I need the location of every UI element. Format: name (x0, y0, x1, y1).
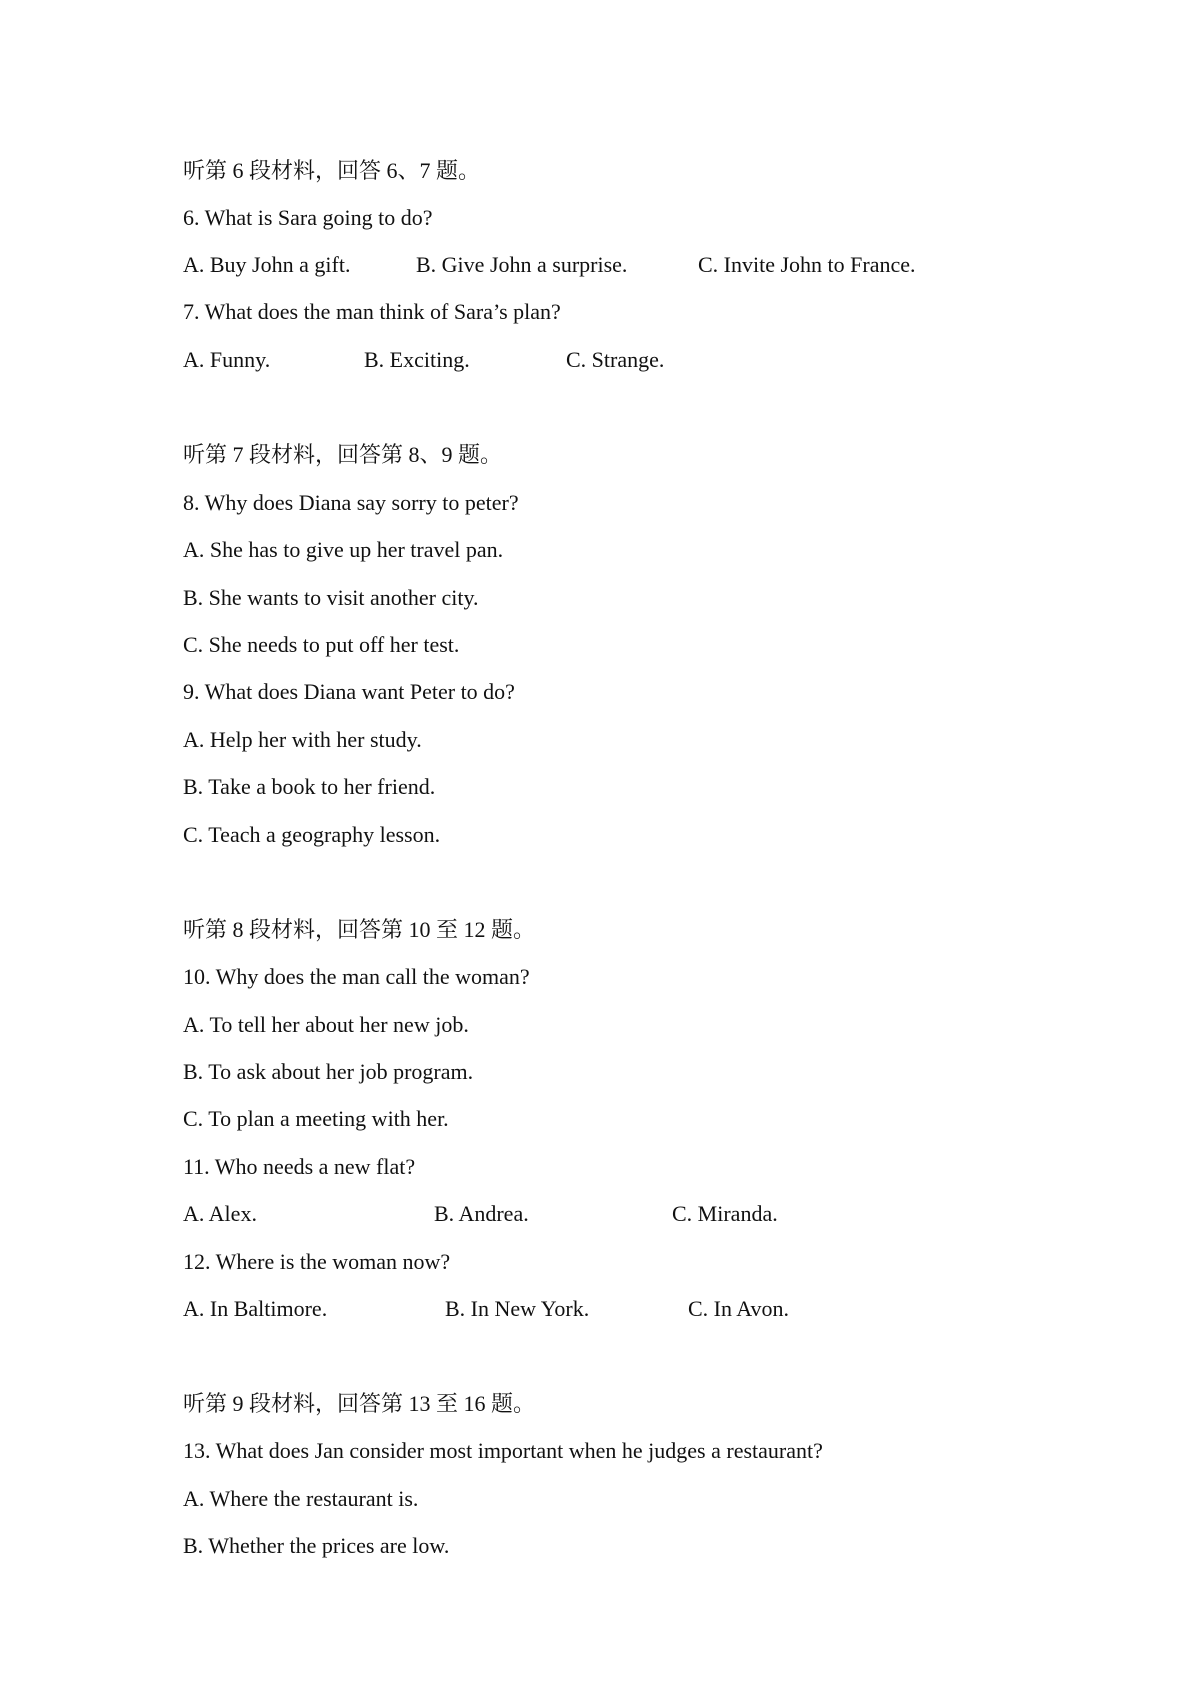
option-b: B. Exciting. (364, 347, 470, 372)
option-c: C. Teach a geography lesson. (183, 822, 441, 847)
option-a: A. Where the restaurant is. (183, 1486, 419, 1511)
option-a: A. Alex. (183, 1201, 257, 1226)
option-b: B. Give John a surprise. (416, 252, 628, 277)
option-c: C. Invite John to France. (698, 252, 916, 277)
question-text: 9. What does Diana want Peter to do? (183, 679, 515, 704)
option-a: A. She has to give up her travel pan. (183, 537, 504, 562)
option-b: B. Whether the prices are low. (183, 1533, 450, 1558)
option-row (183, 251, 983, 279)
option-b: B. To ask about her job program. (183, 1059, 474, 1084)
option-c: C. Strange. (566, 347, 665, 372)
question-text: 13. What does Jan consider most important when he judges a restaurant? (183, 1438, 823, 1463)
option-a: A. Buy John a gift. (183, 252, 351, 277)
option-b: B. Andrea. (434, 1201, 529, 1226)
question-text: 7. What does the man think of Sara’s plan? (183, 299, 561, 324)
question-text: 11. Who needs a new flat? (183, 1154, 416, 1179)
option-b: B. She wants to visit another city. (183, 585, 479, 610)
section-heading: 听第 9 段材料，回答第 13 至 16 题。 (183, 1391, 536, 1416)
option-a: A. In Baltimore. (183, 1296, 328, 1321)
question-text: 8. Why does Diana say sorry to peter? (183, 490, 519, 515)
section-heading: 听第 6 段材料，回答 6、7 题。 (183, 158, 481, 183)
section-heading: 听第 8 段材料，回答第 10 至 12 题。 (183, 917, 536, 942)
option-c: C. Miranda. (672, 1201, 778, 1226)
option-a: A. Funny. (183, 347, 271, 372)
question-text: 12. Where is the woman now? (183, 1249, 451, 1274)
option-b: B. Take a book to her friend. (183, 774, 436, 799)
question-text: 6. What is Sara going to do? (183, 205, 433, 230)
option-c: C. To plan a meeting with her. (183, 1106, 449, 1131)
question-text: 10. Why does the man call the woman? (183, 964, 530, 989)
option-c: C. She needs to put off her test. (183, 632, 460, 657)
section-heading: 听第 7 段材料，回答第 8、9 题。 (183, 442, 503, 467)
option-a: A. To tell her about her new job. (183, 1012, 469, 1037)
option-a: A. Help her with her study. (183, 727, 422, 752)
option-b: B. In New York. (445, 1296, 590, 1321)
option-row (183, 1295, 983, 1323)
option-row (183, 1200, 983, 1228)
option-row (183, 346, 983, 374)
option-c: C. In Avon. (688, 1296, 790, 1321)
